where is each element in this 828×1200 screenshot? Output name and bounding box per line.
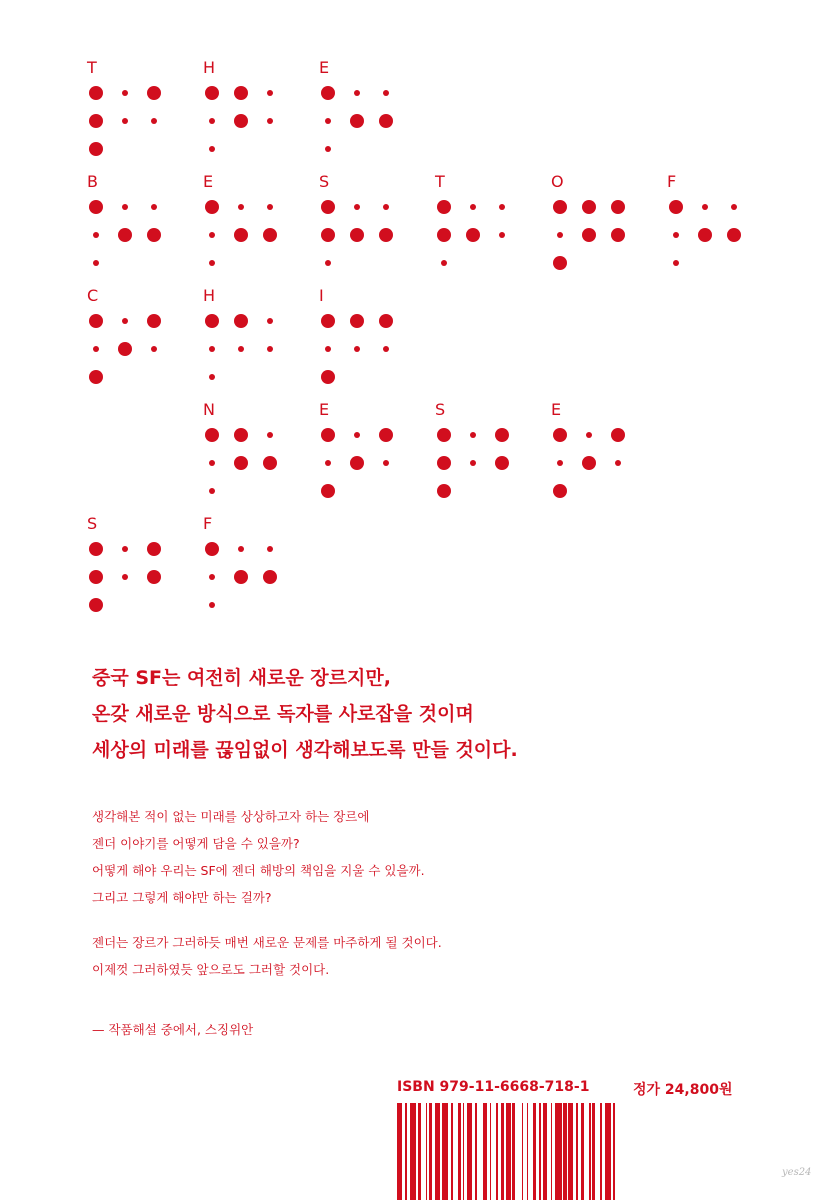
- braille-letter: H: [203, 286, 216, 305]
- braille-dot: [321, 200, 335, 214]
- braille-dot: [209, 146, 215, 152]
- barcode-bar: [605, 1103, 611, 1200]
- braille-dot: [611, 428, 625, 442]
- barcode-bar: [442, 1103, 448, 1200]
- braille-dot: [234, 570, 248, 584]
- braille-dot: [557, 460, 563, 466]
- braille-dot: [383, 204, 389, 210]
- braille-dot: [118, 342, 132, 356]
- braille-dot: [321, 370, 335, 384]
- braille-dot: [354, 346, 360, 352]
- braille-dot: [673, 260, 679, 266]
- braille-dot: [267, 546, 273, 552]
- barcode-bar: [543, 1103, 548, 1200]
- braille-dot: [354, 204, 360, 210]
- barcode-bar: [506, 1103, 511, 1200]
- braille-dot: [379, 314, 393, 328]
- braille-dot: [267, 204, 273, 210]
- braille-dot: [669, 200, 683, 214]
- braille-dot: [267, 318, 273, 324]
- description-paragraph-2: [92, 929, 792, 983]
- braille-dot: [499, 204, 505, 210]
- braille-dot: [234, 86, 248, 100]
- braille-dot: [147, 86, 161, 100]
- braille-dot: [499, 232, 505, 238]
- braille-dot: [354, 432, 360, 438]
- braille-dot: [702, 204, 708, 210]
- braille-dot: [383, 460, 389, 466]
- braille-dot: [470, 204, 476, 210]
- braille-dot: [205, 314, 219, 328]
- braille-dot: [147, 570, 161, 584]
- barcode-bar: [581, 1103, 584, 1200]
- braille-dot: [553, 256, 567, 270]
- braille-dot: [89, 542, 103, 556]
- braille-dot: [553, 200, 567, 214]
- barcode-bar: [483, 1103, 486, 1200]
- barcode-bar: [418, 1103, 421, 1200]
- braille-dot: [209, 260, 215, 266]
- braille-dot: [205, 542, 219, 556]
- price-label: 정가 24,800원: [633, 1082, 733, 1098]
- braille-dot: [470, 432, 476, 438]
- braille-dot: [234, 114, 248, 128]
- braille-dot: [267, 90, 273, 96]
- braille-dot: [122, 204, 128, 210]
- braille-dot: [379, 114, 393, 128]
- braille-dot: [122, 574, 128, 580]
- braille-dot: [615, 460, 621, 466]
- braille-dot: [582, 456, 596, 470]
- braille-dot: [209, 574, 215, 580]
- braille-dot: [437, 200, 451, 214]
- braille-letter: N: [203, 400, 215, 419]
- braille-dot: [89, 86, 103, 100]
- headline-line-1: 중국 SF는 여전히 새로운 장르지만,: [92, 667, 391, 689]
- braille-dot: [263, 456, 277, 470]
- braille-dot: [89, 570, 103, 584]
- braille-dot: [122, 546, 128, 552]
- braille-dot: [238, 546, 244, 552]
- braille-dot: [321, 228, 335, 242]
- braille-dot: [321, 484, 335, 498]
- braille-dot: [698, 228, 712, 242]
- braille-letter: E: [319, 400, 330, 419]
- braille-dot: [89, 598, 103, 612]
- braille-dot: [321, 428, 335, 442]
- braille-dot: [495, 428, 509, 442]
- barcode-bar: [501, 1103, 504, 1200]
- headline: [92, 660, 792, 768]
- braille-letter: S: [435, 400, 446, 419]
- braille-dot: [267, 346, 273, 352]
- barcode-bar: [576, 1103, 578, 1200]
- braille-dot: [611, 228, 625, 242]
- braille-dot: [731, 204, 737, 210]
- braille-dot: [89, 370, 103, 384]
- paragraph-line: 젠더 이야기를 어떻게 담을 수 있을까?: [92, 836, 300, 851]
- barcode-bar: [435, 1103, 440, 1200]
- braille-dot: [238, 204, 244, 210]
- braille-dot: [325, 346, 331, 352]
- braille-dot: [234, 456, 248, 470]
- braille-dot: [93, 260, 99, 266]
- braille-dot: [321, 86, 335, 100]
- braille-dot: [151, 204, 157, 210]
- paragraph-line: 이제껏 그러하였듯 앞으로도 그러할 것이다.: [92, 962, 330, 977]
- barcode-bar: [613, 1103, 615, 1200]
- braille-dot: [321, 314, 335, 328]
- braille-dot: [122, 318, 128, 324]
- braille-dot: [437, 428, 451, 442]
- barcode-bar: [522, 1103, 524, 1200]
- braille-letter: S: [87, 514, 98, 533]
- braille-dot: [437, 456, 451, 470]
- braille-dot: [209, 460, 215, 466]
- barcode-bar: [458, 1103, 461, 1200]
- barcode-bar: [467, 1103, 472, 1200]
- braille-dot: [582, 200, 596, 214]
- barcode-bar: [592, 1103, 595, 1200]
- braille-dot: [209, 118, 215, 124]
- barcode-bar: [405, 1103, 407, 1200]
- braille-dot: [209, 346, 215, 352]
- barcode-bar: [490, 1103, 492, 1200]
- braille-letter: H: [203, 58, 216, 77]
- braille-dot: [147, 314, 161, 328]
- headline-line-2: 온갖 새로운 방식으로 독자를 사로잡을 것이며: [92, 703, 474, 725]
- braille-dot: [727, 228, 741, 242]
- barcode-bar: [555, 1103, 561, 1200]
- braille-letter: F: [667, 172, 677, 191]
- braille-dot: [350, 314, 364, 328]
- braille-dot: [209, 488, 215, 494]
- barcode-bar: [539, 1103, 541, 1200]
- braille-letter: B: [87, 172, 98, 191]
- braille-dot: [553, 428, 567, 442]
- braille-dot: [267, 118, 273, 124]
- braille-dot: [325, 146, 331, 152]
- braille-dot: [238, 346, 244, 352]
- braille-dot: [673, 232, 679, 238]
- braille-dot: [151, 346, 157, 352]
- barcode-bar: [533, 1103, 536, 1200]
- barcode-bar: [589, 1103, 591, 1200]
- braille-dot: [383, 346, 389, 352]
- braille-dot: [325, 460, 331, 466]
- braille-dot: [89, 200, 103, 214]
- barcode-bar: [410, 1103, 416, 1200]
- braille-dot: [263, 570, 277, 584]
- barcode-bar: [600, 1103, 602, 1200]
- braille-dot: [122, 90, 128, 96]
- barcode-bar: [463, 1103, 465, 1200]
- braille-dot: [205, 428, 219, 442]
- braille-dot: [611, 200, 625, 214]
- braille-dot: [209, 232, 215, 238]
- braille-dot: [586, 432, 592, 438]
- braille-dot: [209, 602, 215, 608]
- braille-dot: [325, 118, 331, 124]
- braille-dot: [147, 542, 161, 556]
- braille-dot: [147, 228, 161, 242]
- paragraph-line: 생각해본 적이 없는 미래를 상상하고자 하는 장르에: [92, 809, 370, 824]
- braille-dot: [209, 374, 215, 380]
- braille-letter: E: [203, 172, 214, 191]
- attribution: — 작품해설 중에서, 스징위안: [92, 1022, 254, 1037]
- braille-letter: E: [319, 58, 330, 77]
- braille-dot: [325, 260, 331, 266]
- braille-dot: [234, 428, 248, 442]
- description-paragraph-1: [92, 803, 792, 911]
- isbn-label: ISBN 979-11-6668-718-1: [397, 1079, 590, 1095]
- barcode-bar: [426, 1103, 428, 1200]
- barcode-bar: [429, 1103, 432, 1200]
- barcode-bar: [527, 1103, 529, 1200]
- braille-dot: [441, 260, 447, 266]
- braille-dot: [122, 118, 128, 124]
- braille-dot: [350, 114, 364, 128]
- braille-dot: [379, 228, 393, 242]
- braille-dot: [118, 228, 132, 242]
- braille-dot: [350, 456, 364, 470]
- braille-dot: [466, 228, 480, 242]
- braille-dot: [557, 232, 563, 238]
- braille-letter: E: [551, 400, 562, 419]
- braille-dot: [89, 114, 103, 128]
- braille-dot: [93, 232, 99, 238]
- barcode-bar: [563, 1103, 566, 1200]
- barcode-bar: [475, 1103, 477, 1200]
- barcode-bar: [551, 1103, 553, 1200]
- braille-dot: [470, 460, 476, 466]
- braille-letter: T: [87, 58, 97, 77]
- paragraph-line: 그리고 그렇게 해야만 하는 걸까?: [92, 890, 272, 905]
- braille-dot: [383, 90, 389, 96]
- braille-dot: [205, 200, 219, 214]
- braille-dot: [263, 228, 277, 242]
- braille-letter: F: [203, 514, 213, 533]
- paragraph-line: 젠더는 장르가 그러하듯 매번 새로운 문제를 마주하게 될 것이다.: [92, 935, 442, 950]
- braille-letter: I: [319, 286, 324, 305]
- braille-dot: [89, 314, 103, 328]
- publisher-watermark: yes24: [782, 1167, 812, 1178]
- braille-dot: [151, 118, 157, 124]
- braille-dot: [93, 346, 99, 352]
- braille-dot: [582, 228, 596, 242]
- barcode-bar: [496, 1103, 498, 1200]
- barcode-bar: [397, 1103, 402, 1200]
- braille-dot: [234, 314, 248, 328]
- braille-letter: S: [319, 172, 330, 191]
- braille-dot: [267, 432, 273, 438]
- braille-dot: [379, 428, 393, 442]
- braille-dot: [553, 484, 567, 498]
- braille-dot: [350, 228, 364, 242]
- barcode-bar: [512, 1103, 515, 1200]
- barcode: [397, 1103, 741, 1200]
- braille-letter: C: [87, 286, 99, 305]
- braille-letter: T: [435, 172, 445, 191]
- braille-dot: [205, 86, 219, 100]
- braille-letter: O: [551, 172, 564, 191]
- barcode-bar: [451, 1103, 453, 1200]
- braille-dot: [89, 142, 103, 156]
- headline-line-3: 세상의 미래를 끊임없이 생각해보도록 만들 것이다.: [92, 739, 518, 761]
- braille-dot: [234, 228, 248, 242]
- braille-dot: [437, 228, 451, 242]
- braille-dot: [495, 456, 509, 470]
- braille-dot: [354, 90, 360, 96]
- barcode-bar: [568, 1103, 573, 1200]
- braille-dot: [437, 484, 451, 498]
- paragraph-line: 어떻게 해야 우리는 SF에 젠더 해방의 책임을 지울 수 있을까.: [92, 863, 425, 878]
